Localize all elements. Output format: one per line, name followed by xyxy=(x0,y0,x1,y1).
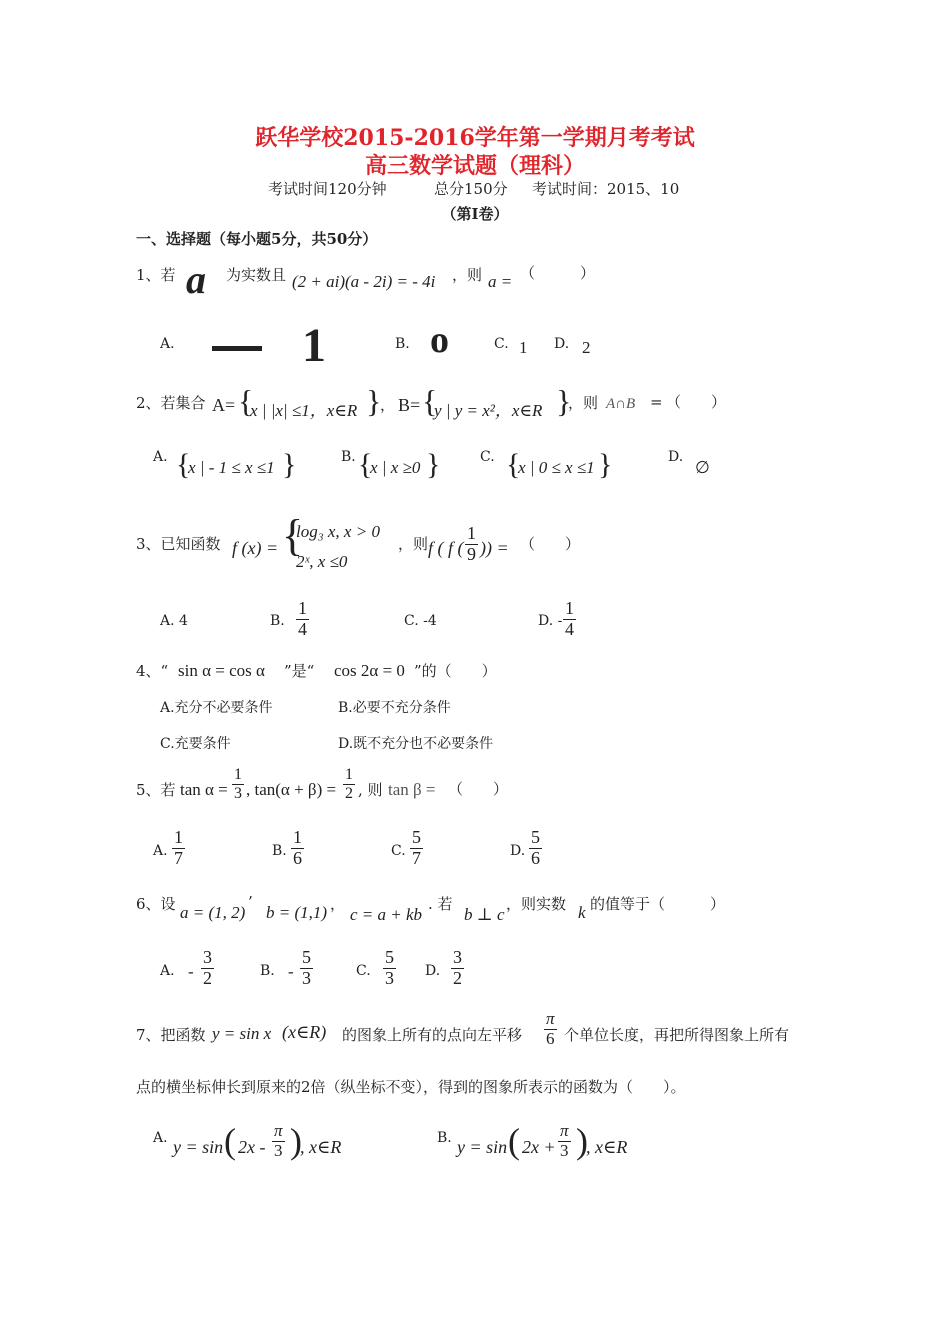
q6-then: ，则实数 xyxy=(506,895,567,913)
q5-option-b-fraction xyxy=(291,828,304,869)
volume-label: （第Ⅰ卷） xyxy=(441,205,509,223)
q2-brace-open-b: { xyxy=(422,383,438,419)
q6-option-a-sign: - xyxy=(188,962,194,981)
q3-option-b-denominator: 4 xyxy=(298,618,307,639)
q1-number: 1、若 xyxy=(136,266,176,284)
q7-shift-denominator: 6 xyxy=(546,1028,555,1048)
q5-option-b-label: B. xyxy=(272,843,287,859)
q6-k: k xyxy=(578,903,586,922)
q6-option-c-label: C. xyxy=(356,963,371,979)
q2-brace-close-b: } xyxy=(556,383,572,419)
q4-expression-1: sin α = cos α xyxy=(178,661,265,680)
q3-option-d-denominator: 4 xyxy=(565,618,574,639)
q7-option-b-suffix: , x∈R xyxy=(586,1137,628,1157)
q6-if: . 若 xyxy=(428,895,453,913)
q6-comma-2: ， xyxy=(330,895,346,913)
q5-option-a-denominator: 7 xyxy=(174,847,183,868)
q2-option-b-label: B. xyxy=(341,449,356,465)
q5-option-a-label: A. xyxy=(153,843,168,859)
q3-option-b-numerator: 1 xyxy=(298,598,307,618)
q3-option-d-label: D. - xyxy=(538,613,563,629)
q5-fraction-1-denominator: 3 xyxy=(234,784,242,802)
q7-option-a-prefix: y = sin xyxy=(173,1137,224,1157)
q6-option-b-numerator: 5 xyxy=(302,947,311,967)
q5-fraction-2 xyxy=(343,766,355,802)
exam-duration: 考试时间120分钟 xyxy=(268,180,387,198)
q3-option-a: A. 4 xyxy=(160,613,188,629)
q4-number: 4、“ xyxy=(136,662,169,680)
q6-option-c-denominator: 3 xyxy=(385,967,394,988)
q5-then: , 则 xyxy=(358,781,383,799)
q3-ask-fraction xyxy=(465,524,478,565)
q7-option-b-numerator: π xyxy=(560,1121,569,1140)
q3-option-b-fraction xyxy=(296,599,309,640)
q6-option-d-fraction xyxy=(451,948,464,989)
q1-answer-paren: （ ） xyxy=(520,264,596,282)
q6-vector-b: b = (1,1) xyxy=(266,903,328,922)
q2-number: 2、若集合 xyxy=(136,394,206,412)
q2-answer-paren: （ ） xyxy=(666,393,727,411)
q7-option-a-paren-close: ) xyxy=(290,1121,302,1161)
q5-option-d-numerator: 5 xyxy=(531,827,540,847)
q4-mid: ”是“ xyxy=(284,662,315,680)
q7-option-b-paren-open: ( xyxy=(508,1121,520,1161)
q2-brace-open: { xyxy=(238,383,254,419)
q1-option-a-one: 1 xyxy=(302,319,326,372)
q2-brace-close: } xyxy=(366,383,382,419)
q7-domain: (x∈R) xyxy=(282,1022,327,1042)
q3-option-b-label: B. xyxy=(270,613,285,629)
q5-ask: tan β = xyxy=(388,780,436,799)
q3-option-c: C. -4 xyxy=(404,613,437,629)
q4-end: ”的（ ） xyxy=(414,662,497,680)
q6-option-b-sign: - xyxy=(288,962,294,981)
exam-date: 考试时间：2015、10 xyxy=(532,180,680,198)
q3-case-brace: { xyxy=(282,511,304,560)
q5-option-d-denominator: 6 xyxy=(531,847,540,868)
q7-option-b-label: B. xyxy=(437,1130,452,1146)
q2-option-a-label: A. xyxy=(153,449,168,465)
q7-option-a-numerator: π xyxy=(274,1121,283,1140)
q1-text: 为实数且 xyxy=(226,266,287,284)
q7-option-a-inner: 2x - xyxy=(238,1137,266,1157)
q6-option-c-fraction xyxy=(383,948,396,989)
q2-set-a-lhs: A= xyxy=(212,395,236,415)
q5-option-c-fraction xyxy=(410,828,423,869)
q2-comma: ， xyxy=(380,396,396,414)
q2-set-a-body: x | |x| ≤1，x∈R xyxy=(250,401,358,420)
q1-option-d-value: 2 xyxy=(582,338,591,357)
q5-option-c-numerator: 5 xyxy=(412,827,421,847)
q7-option-a-suffix: , x∈R xyxy=(300,1137,342,1157)
q1-option-a-dash: — xyxy=(212,317,262,373)
q3-number: 3、已知函数 xyxy=(136,535,221,553)
q7-option-a-denominator: 3 xyxy=(274,1140,283,1160)
q6-option-a-label: A. xyxy=(160,963,175,979)
q2-option-d-label: D. xyxy=(668,449,684,465)
section-heading: 一、选择题（每小题5分，共50分） xyxy=(136,230,378,248)
q7-option-b-prefix: y = sin xyxy=(457,1137,508,1157)
q1-expression: (2 + ai)(a - 2i) = - 4i xyxy=(292,272,436,291)
q7-shift-numerator: π xyxy=(546,1009,555,1028)
q2-eq: = xyxy=(650,393,663,411)
q6-option-b-denominator: 3 xyxy=(302,967,311,988)
q3-case-2: 2ˣ, x ≤0 xyxy=(296,552,348,571)
q2-set-b-body: y | y = x²，x∈R xyxy=(434,401,543,420)
q7-number: 7、把函数 xyxy=(136,1026,206,1044)
q7-shift-fraction xyxy=(544,1010,557,1048)
q2-ask: A∩B xyxy=(606,396,636,412)
q6-option-d-label: D. xyxy=(425,963,441,979)
q2-option-d-value: ∅ xyxy=(695,458,710,477)
q1-option-c-value: 1 xyxy=(519,338,528,357)
q5-part-2: , tan(α + β) = xyxy=(246,780,337,799)
q3-ask-pre: f ( f ( xyxy=(428,538,464,558)
title-line-2: 高三数学试题（理科） xyxy=(364,153,585,179)
q1-option-a-label: A. xyxy=(160,336,175,352)
q6-option-a-numerator: 3 xyxy=(203,947,212,967)
q7-option-b-fraction xyxy=(558,1122,571,1160)
q5-fraction-1 xyxy=(232,766,244,802)
q2-option-c-value: x | 0 ≤ x ≤1 xyxy=(518,458,595,477)
q6-option-a-fraction xyxy=(201,948,214,989)
q3-option-d-numerator: 1 xyxy=(565,598,574,618)
q6-number: 6、设 xyxy=(136,895,176,913)
q7-text-1: 的图象上所有的点向左平移 xyxy=(342,1026,523,1044)
q4-expression-2: cos 2α = 0 xyxy=(334,661,405,680)
q2-then: ，则 xyxy=(568,394,599,412)
q2-opt-b-brace-open: { xyxy=(358,448,373,481)
q6-option-c-numerator: 5 xyxy=(385,947,394,967)
q1-option-c-label: C. xyxy=(494,336,509,352)
q4-option-a: A.充分不必要条件 xyxy=(160,700,273,716)
q7-line-2: 点的横坐标伸长到原来的2倍（纵坐标不变），得到的图象所表示的函数为（ ）。 xyxy=(136,1078,686,1096)
q2-opt-a-brace-close: } xyxy=(282,448,297,481)
q3-ask-denominator: 9 xyxy=(467,543,476,564)
q2-option-c-label: C. xyxy=(480,449,495,465)
q1-var-a: a xyxy=(186,257,206,302)
q6-comma-1: ’ xyxy=(248,893,253,911)
q6-option-d-denominator: 2 xyxy=(453,967,462,988)
q4-option-d: D.既不充分也不必要条件 xyxy=(338,736,494,752)
q6-option-a-denominator: 2 xyxy=(203,967,212,988)
q6-option-d-numerator: 3 xyxy=(453,947,462,967)
q2-option-b-value: x | x ≥0 xyxy=(370,458,421,477)
q5-option-b-denominator: 6 xyxy=(293,847,302,868)
q7-text-2: 个单位长度，再把所得图象上所有 xyxy=(564,1026,790,1044)
q7-option-b-denominator: 3 xyxy=(560,1140,569,1160)
q5-option-a-fraction xyxy=(172,828,185,869)
q6-end: 的值等于（ ） xyxy=(590,895,726,913)
q1-ask: a = xyxy=(488,272,513,291)
q2-opt-b-brace-close: } xyxy=(426,448,441,481)
q3-answer-paren: （ ） xyxy=(520,535,581,553)
q6-option-b-fraction xyxy=(300,948,313,989)
total-score: 总分150分 xyxy=(434,180,508,198)
q2-opt-c-brace-open: { xyxy=(506,448,521,481)
q2-opt-a-brace-open: { xyxy=(176,448,191,481)
q5-number: 5、若 xyxy=(136,781,176,799)
q1-option-d-label: D. xyxy=(554,336,570,352)
q3-case-1: log₃ x, x > 0 xyxy=(296,522,380,541)
q5-option-a-numerator: 1 xyxy=(174,827,183,847)
q5-answer-paren: （ ） xyxy=(448,780,509,798)
q1-option-b-value: o xyxy=(430,319,449,361)
q5-fraction-2-numerator: 1 xyxy=(345,766,353,783)
q7-option-a-paren-open: ( xyxy=(224,1121,236,1161)
q1-option-b-label: B. xyxy=(395,336,410,352)
q5-option-d-label: D. xyxy=(510,843,526,859)
q6-option-b-label: B. xyxy=(260,963,275,979)
q5-option-d-fraction xyxy=(529,828,542,869)
q2-option-a-value: x | - 1 ≤ x ≤1 xyxy=(188,458,275,477)
q3-option-d-fraction xyxy=(563,599,576,640)
q3-ask-post: )) = xyxy=(480,538,509,558)
q6-vector-c: c = a + kb xyxy=(350,905,423,924)
q2-opt-c-brace-close: } xyxy=(598,448,613,481)
q7-option-a-label: A. xyxy=(153,1130,168,1146)
q5-fraction-2-denominator: 2 xyxy=(345,784,353,802)
q3-ask-numerator: 1 xyxy=(467,523,476,543)
q5-option-b-numerator: 1 xyxy=(293,827,302,847)
q2-set-b-lhs: B= xyxy=(398,395,421,415)
q7-option-a-fraction xyxy=(272,1122,285,1160)
q3-then: ，则 xyxy=(398,535,429,553)
title-line-1: 跃华学校2015-2016学年第一学期月考考试 xyxy=(255,125,695,151)
q4-option-c: C.充要条件 xyxy=(160,736,231,752)
q5-part-1: tan α = xyxy=(180,780,228,799)
q6-perpendicular: b ⊥ c xyxy=(464,905,505,924)
q7-function: y = sin x xyxy=(212,1024,272,1043)
q5-option-c-denominator: 7 xyxy=(412,847,421,868)
q1-then: ，则 xyxy=(452,266,483,284)
q7-option-b-paren-close: ) xyxy=(576,1121,588,1161)
q6-vector-a: a = (1, 2) xyxy=(180,903,246,922)
q5-fraction-1-numerator: 1 xyxy=(234,766,242,783)
q3-function-name: f (x) = xyxy=(232,538,279,558)
q7-option-b-inner: 2x + xyxy=(522,1137,556,1157)
q4-option-b: B.必要不充分条件 xyxy=(338,700,451,716)
q5-option-c-label: C. xyxy=(391,843,406,859)
